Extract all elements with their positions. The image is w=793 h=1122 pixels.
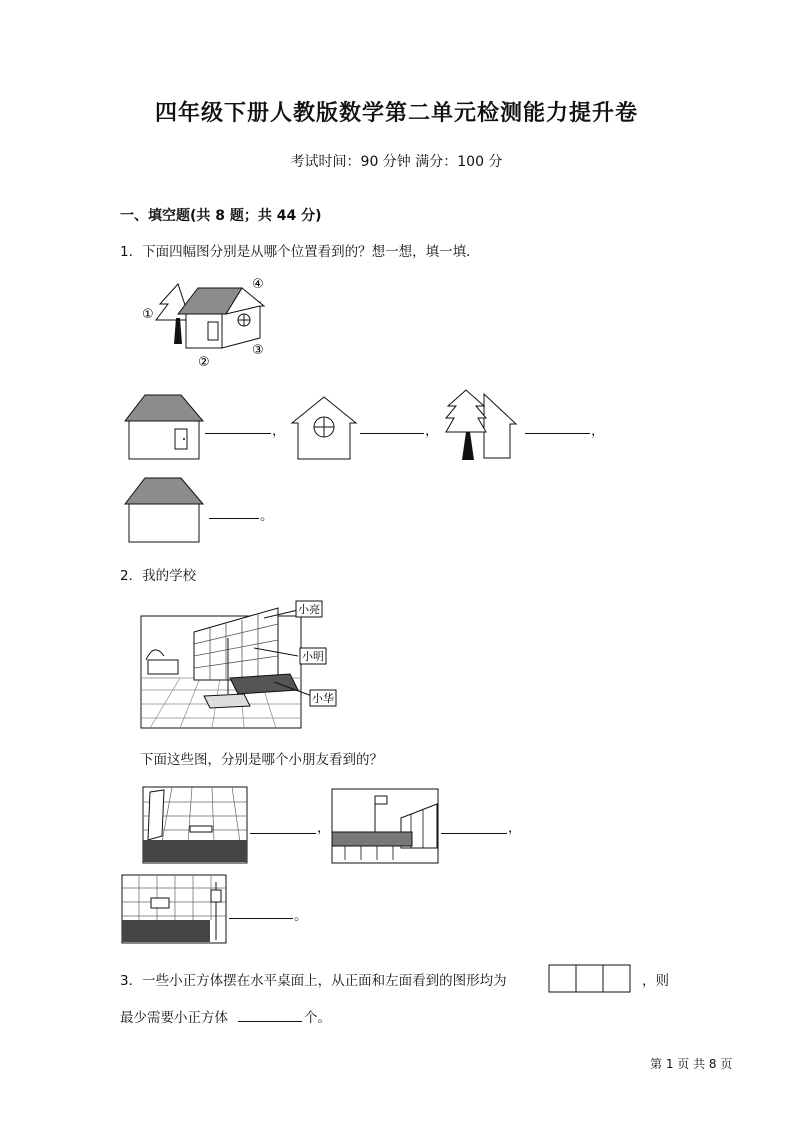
- q2-school-scene: [140, 598, 340, 732]
- separator: ，: [317, 820, 331, 836]
- separator: ，: [272, 423, 286, 439]
- question-3-text-c: 最少需要小正方体: [120, 1010, 228, 1026]
- q1-view-back: [123, 476, 205, 544]
- question-3-text-d: 个。: [304, 1010, 331, 1026]
- question-3-text: 3．一些小正方体摆在水平桌面上，从正面和左面看到的图形均为: [120, 973, 507, 989]
- q2-view-a: [142, 786, 248, 864]
- answer-blank[interactable]: [360, 419, 424, 434]
- q2-view-b: [331, 788, 439, 864]
- separator: ，: [508, 820, 522, 836]
- separator: ，: [591, 423, 605, 439]
- q2-view-c: [121, 874, 227, 944]
- answer-blank[interactable]: [238, 1007, 302, 1022]
- separator: ，: [425, 423, 439, 439]
- separator: 。: [260, 508, 274, 524]
- question-3-text-b: ，则: [642, 973, 669, 989]
- callout-xiaoming: 小明: [302, 650, 324, 663]
- q1-view-tree-side: [444, 386, 520, 462]
- position-1: ①: [142, 307, 154, 322]
- answer-blank[interactable]: [209, 504, 259, 519]
- question-2-prompt: 下面这些图，分别是哪个小朋友看到的？: [140, 752, 383, 768]
- q3-three-square-view: [548, 964, 632, 994]
- answer-blank[interactable]: [250, 819, 316, 834]
- callout-xiaohua: 小华: [312, 692, 334, 705]
- answer-blank[interactable]: [441, 819, 507, 834]
- page-number: 第 1 页 共 8 页: [650, 1057, 733, 1071]
- page-title: 四年级下册人教版数学第二单元检测能力提升卷: [154, 101, 638, 126]
- question-2-text: 2．我的学校: [120, 568, 197, 584]
- position-4: ④: [252, 277, 264, 292]
- answer-blank[interactable]: [229, 904, 293, 919]
- question-1-text: 1．下面四幅图分别是从哪个位置看到的？想一想，填一填．: [120, 244, 480, 260]
- answer-blank[interactable]: [525, 419, 590, 434]
- section-heading: 一、填空题(共 8 题；共 44 分): [120, 208, 322, 224]
- exam-info: 考试时间：90 分钟 满分：100 分: [290, 154, 503, 170]
- q1-view-side: [290, 395, 358, 461]
- answer-blank[interactable]: [205, 419, 271, 434]
- q1-view-front: [123, 393, 205, 461]
- callout-xiaoliang: 小亮: [298, 603, 320, 616]
- q1-house-scene: [138, 272, 278, 372]
- separator: 。: [294, 908, 308, 924]
- position-2: ②: [198, 355, 210, 370]
- position-3: ③: [252, 343, 264, 358]
